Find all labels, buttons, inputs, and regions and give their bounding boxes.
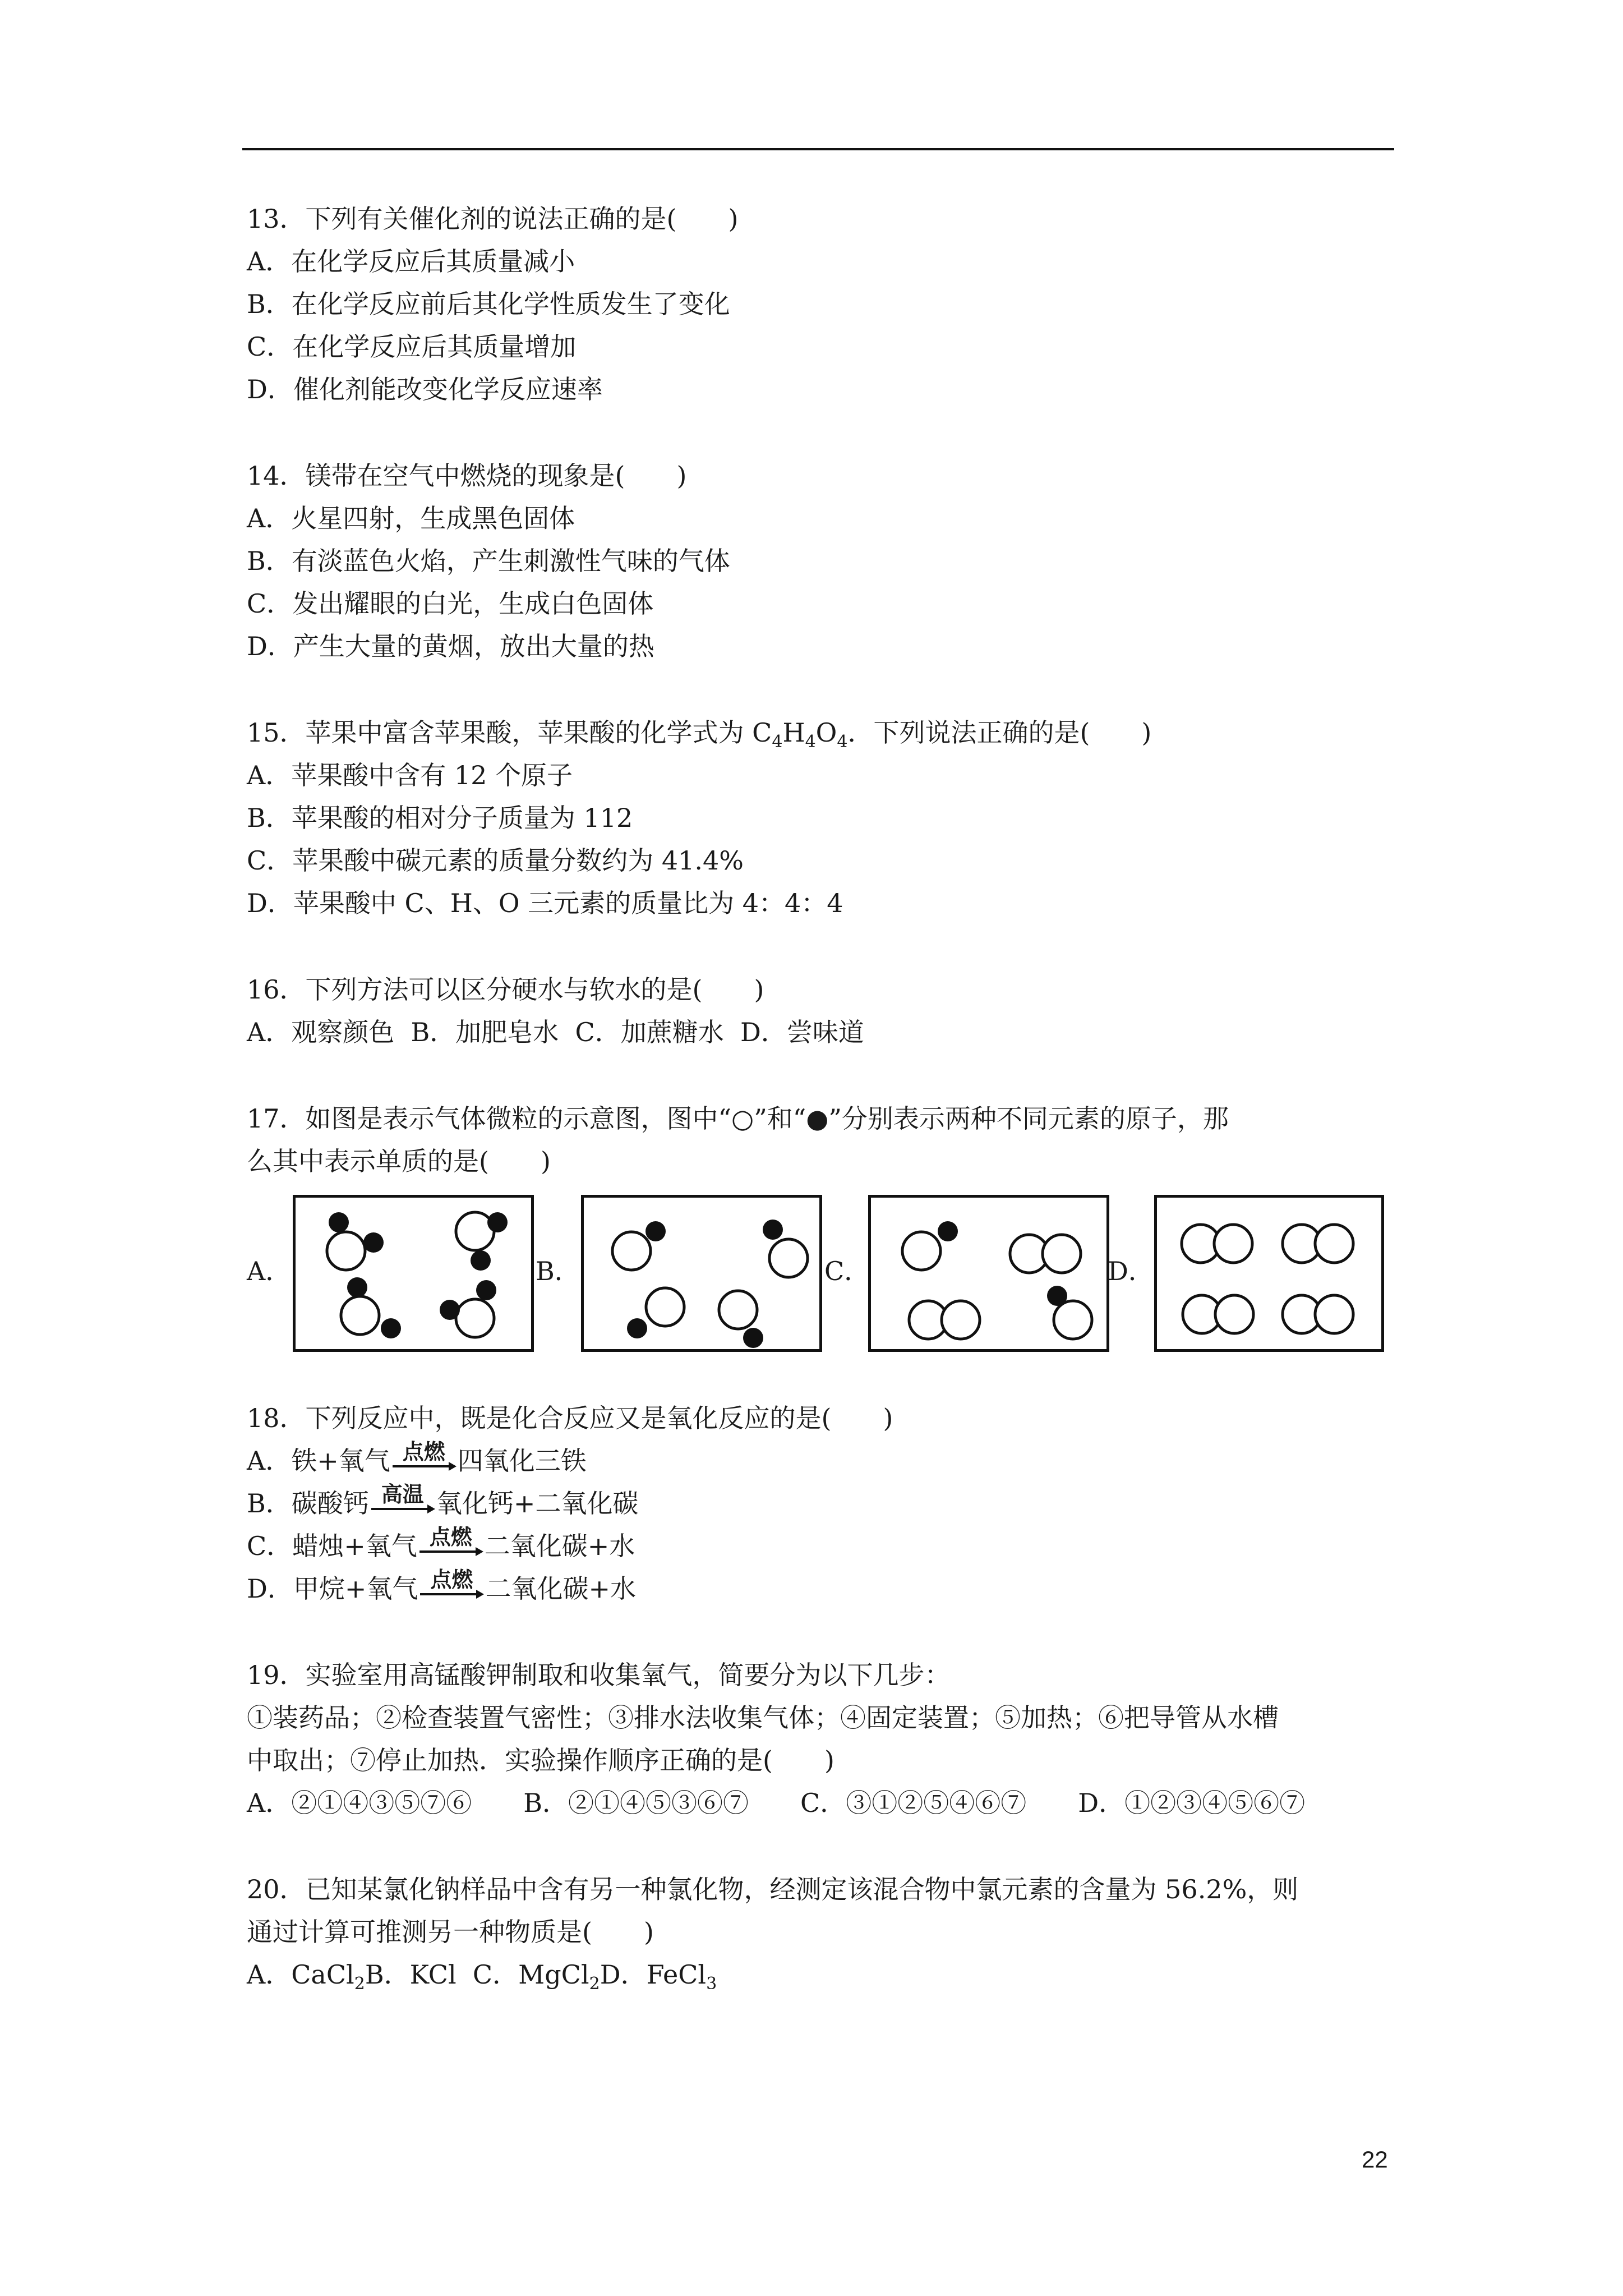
arrow-head-icon [449,1462,457,1471]
question-17-stem-line1: 17．如图是表示气体微粒的示意图，图中“○”和“●”分别表示两种不同元素的原子，那 [247,1103,1229,1134]
header-rule [242,148,1394,150]
reaction-arrow [417,1525,485,1563]
q18-b-products: 氧化钙+二氧化碳 [436,1488,639,1519]
q15-option-d: D．苹果酸中 C、H、O 三元素的质量比为 4：4：4 [247,888,843,918]
q18-d-products: 二氧化碳+水 [485,1573,636,1604]
reaction-condition: 点燃 [429,1525,472,1549]
q13-option-b: B．在化学反应前后其化学性质发生了变化 [247,289,730,319]
q18-d-reactants: D．甲烷+氧气 [247,1573,418,1604]
reaction-arrow [418,1567,485,1605]
q17-diagram-d [1154,1195,1384,1352]
q18-b-reactants: B．碳酸钙 [247,1488,369,1519]
reaction-arrow [369,1482,436,1520]
q17-diagram-a [293,1195,534,1352]
q13-option-a: A．在化学反应后其质量减小 [247,246,575,277]
question-18-stem: 18．下列反应中，既是化合反应又是氧化反应的是( ) [247,1403,893,1433]
q20-option-d: D．FeCl [600,1959,707,1990]
q14-option-a: A．火星四射，生成黑色固体 [247,503,575,533]
reaction-arrow [390,1439,458,1478]
q15-option-c: C．苹果酸中碳元素的质量分数约为 41.4% [247,845,744,876]
q19-options: A．②①④③⑤⑦⑥ B．②①④⑤③⑥⑦ C．③①②⑤④⑥⑦ D．①②③④⑤⑥⑦ [247,1788,1306,1818]
question-17-stem-line2: 么其中表示单质的是( ) [247,1146,551,1176]
q15-sub-c: 4 [772,732,783,752]
q20-d-sub: 3 [706,1974,717,1994]
q17-label-b: B． [536,1256,580,1286]
q14-option-d: D．产生大量的黄烟，放出大量的热 [247,631,654,661]
q20-option-a: A．CaCl [247,1959,354,1990]
q17-particles-b [584,1198,819,1349]
q17-diagram-b [581,1195,822,1352]
q20-options [247,1958,717,1994]
arrow-shaft [393,1465,453,1467]
q18-c-products: 二氧化碳+水 [484,1531,635,1561]
q18-option-c [247,1525,635,1563]
q17-label-d: D． [1108,1256,1154,1286]
q15-option-a: A．苹果酸中含有 12 个原子 [247,760,573,790]
arrow-head-icon [476,1590,484,1599]
q15-o: O [815,717,837,748]
q16-options: A．观察颜色 B．加肥皂水 C．加蔗糖水 D．尝味道 [247,1017,864,1047]
q17-diagram-c [868,1195,1109,1352]
q15-sub-h: 4 [805,732,816,752]
reaction-condition: 点燃 [430,1567,473,1592]
q17-particles-a [296,1198,531,1349]
q17-label-a: A． [247,1256,292,1286]
arrow-shaft [419,1550,480,1553]
q15-option-b: B．苹果酸的相对分子质量为 112 [247,803,633,833]
question-16-stem: 16．下列方法可以区分硬水与软水的是( ) [247,974,764,1005]
q18-c-reactants: C．蜡烛+氧气 [247,1531,417,1561]
q14-option-b: B．有淡蓝色火焰，产生刺激性气味的气体 [247,546,730,576]
reaction-condition: 点燃 [402,1439,445,1464]
question-15-stem [247,716,1152,752]
q20-a-sub: 2 [354,1974,365,1994]
question-14-stem: 14．镁带在空气中燃烧的现象是( ) [247,461,687,491]
q13-option-d: D．催化剂能改变化学反应速率 [247,374,603,404]
question-20-stem-line1: 20．已知某氯化钠样品中含有另一种氯化物，经测定该混合物中氯元素的含量为 56.2%，则 [247,1874,1299,1904]
q14-option-c: C．发出耀眼的白光，生成白色固体 [247,588,654,619]
question-19-stem-line3: 中取出；⑦停止加热．实验操作顺序正确的是( ) [247,1745,834,1775]
arrow-shaft [371,1508,432,1510]
reaction-condition: 高温 [381,1482,424,1507]
q15-stem-pre: 15．苹果中富含苹果酸，苹果酸的化学式为 C [247,717,772,748]
question-20-stem-line2: 通过计算可推测另一种物质是( ) [247,1917,654,1947]
q15-sub-o: 4 [837,732,848,752]
q15-stem-post: ．下列说法正确的是( ) [847,717,1152,748]
q15-h: H [782,717,805,748]
page-number: 22 [1362,2146,1388,2173]
q18-option-b [247,1482,639,1520]
arrow-head-icon [427,1504,435,1513]
arrow-head-icon [476,1547,483,1556]
question-19-stem-line1: 19．实验室用高锰酸钾制取和收集氧气，简要分为以下几步： [247,1660,951,1690]
question-13-stem: 13．下列有关催化剂的说法正确的是( ) [247,204,739,234]
q20-c-sub: 2 [589,1974,600,1994]
q18-option-d [247,1567,636,1605]
q17-label-c: C． [824,1256,870,1286]
q18-a-reactants: A．铁+氧气 [247,1446,390,1476]
q13-option-c: C．在化学反应后其质量增加 [247,332,577,362]
q17-particles-c [871,1198,1106,1349]
q17-particles-d [1157,1198,1381,1349]
q18-option-a [247,1439,587,1478]
q20-option-b-c: B．KCl C．MgCl [365,1959,589,1990]
arrow-shaft [420,1593,481,1595]
q18-a-products: 四氧化三铁 [457,1446,587,1476]
question-19-stem-line2: ①装药品；②检查装置气密性；③排水法收集气体；④固定装置；⑤加热；⑥把导管从水槽 [247,1703,1279,1733]
